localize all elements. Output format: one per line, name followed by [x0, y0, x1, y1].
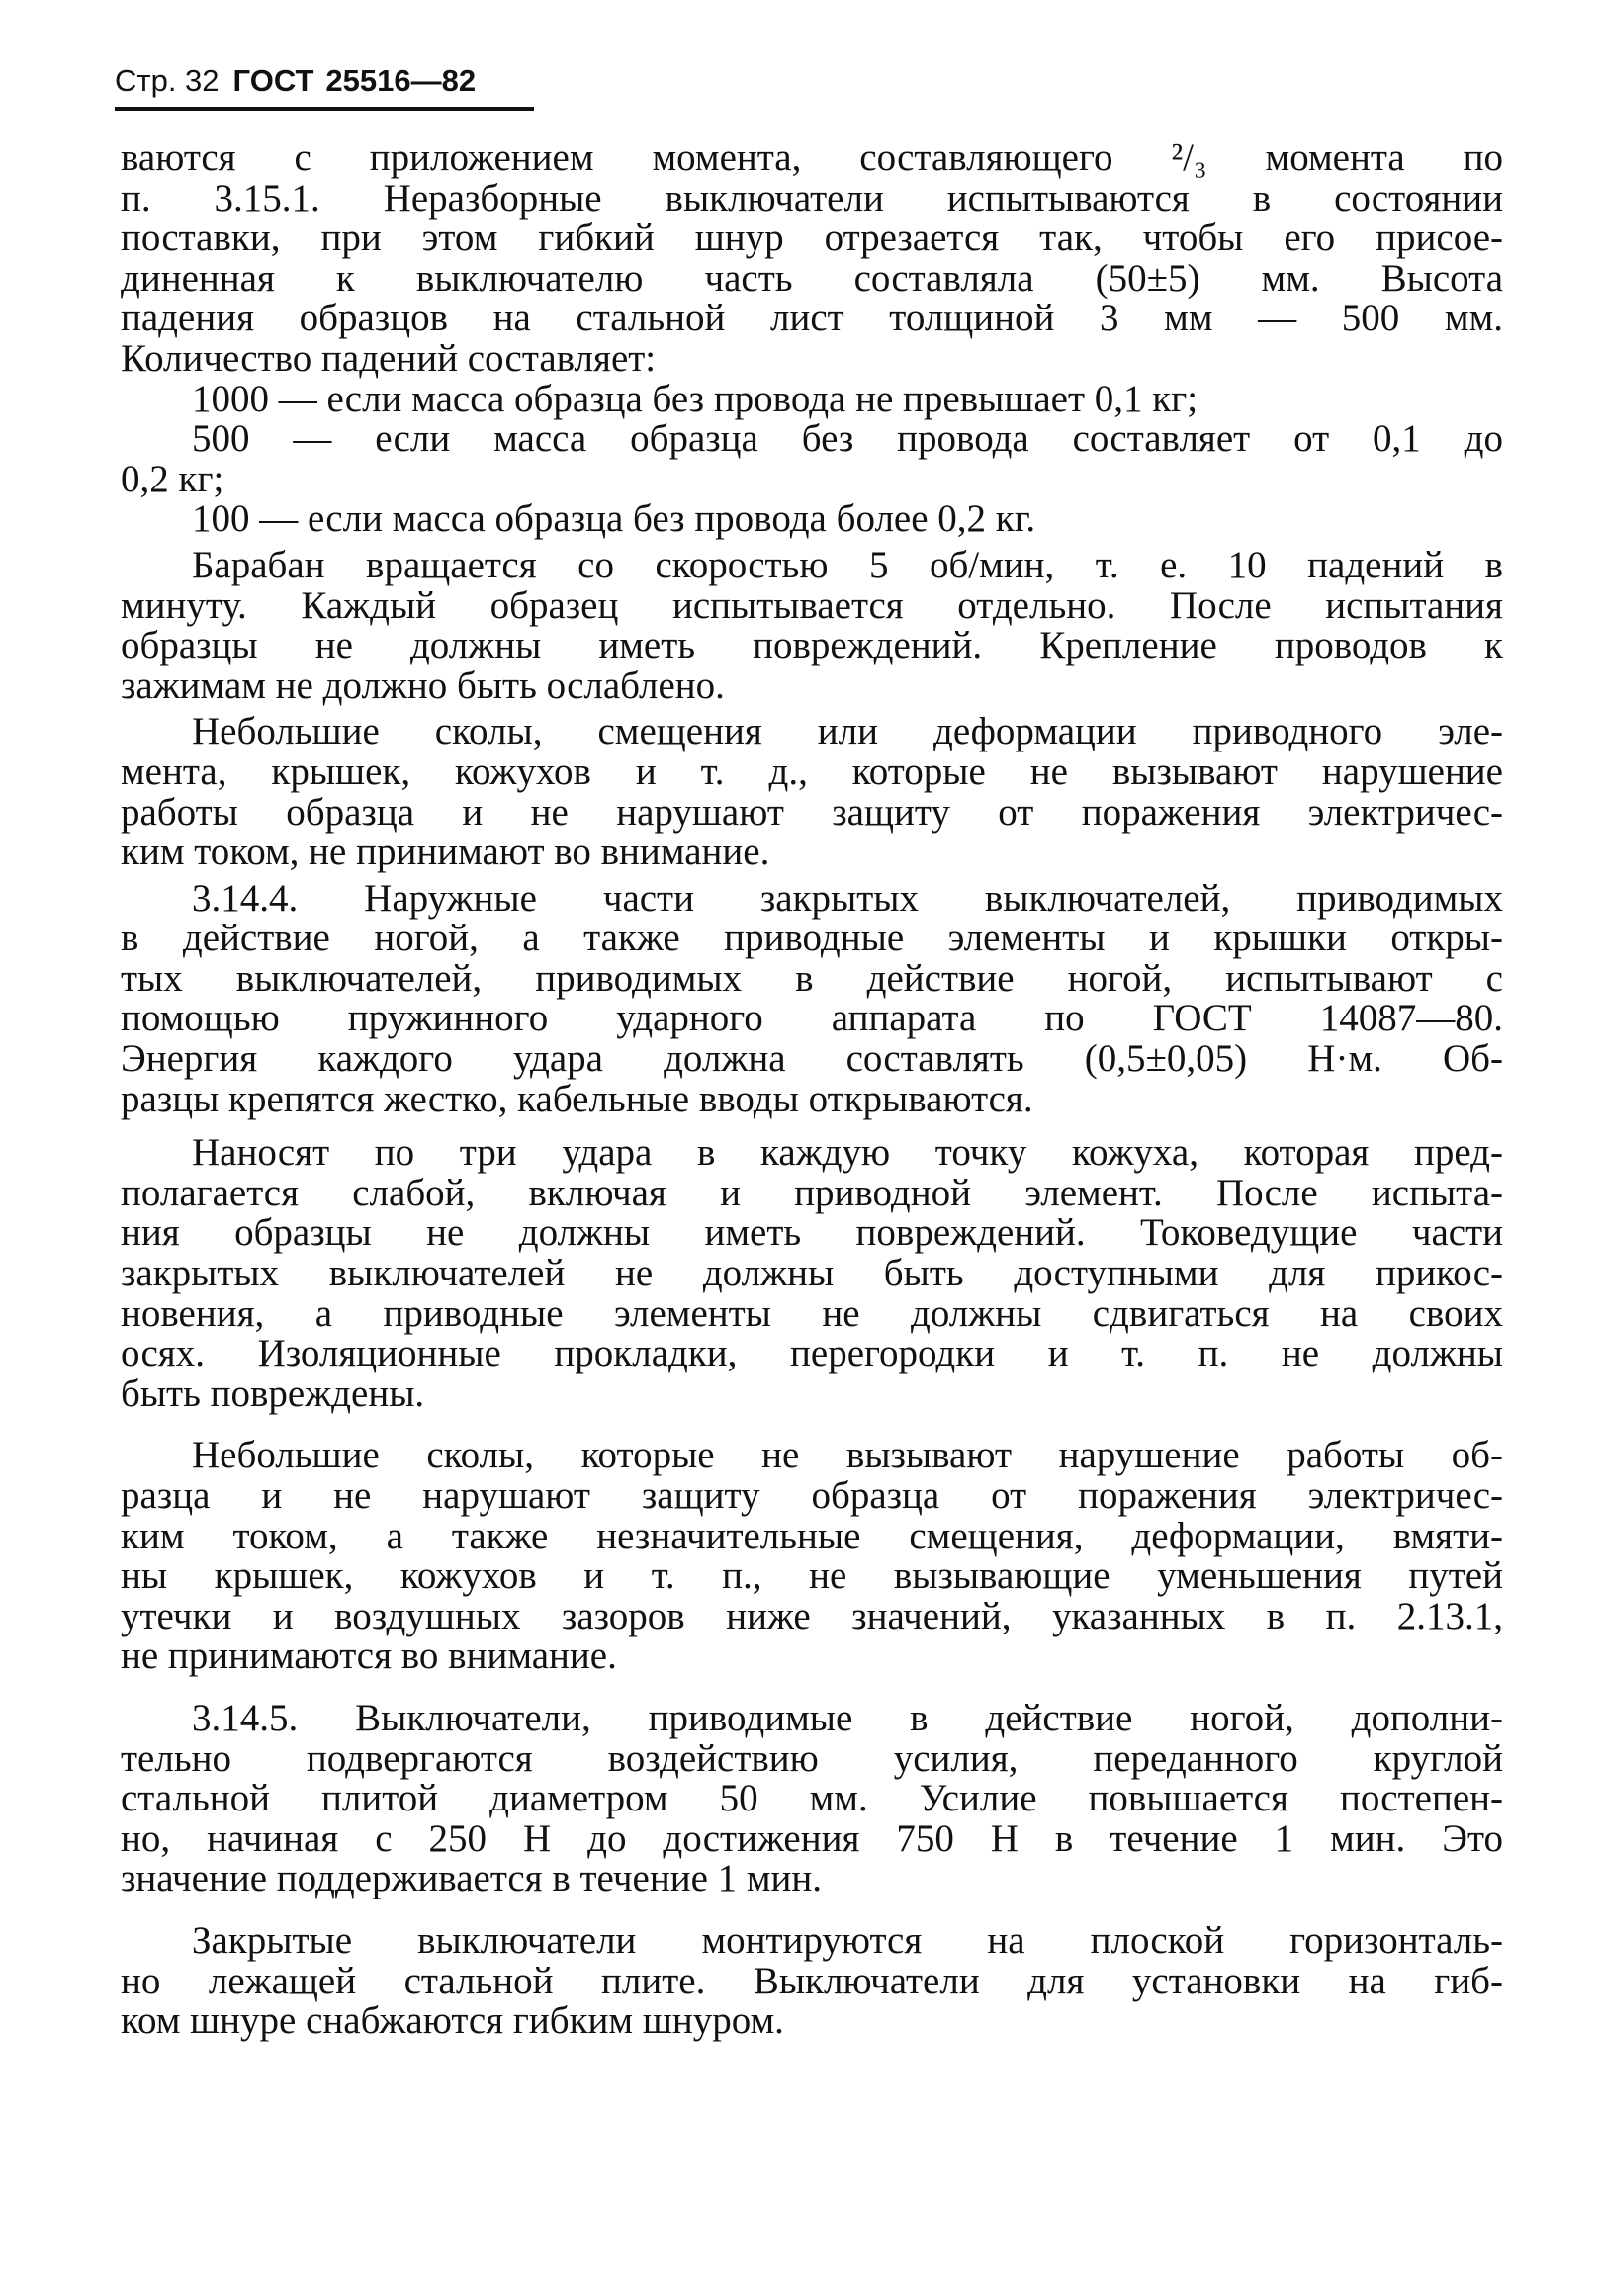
text-line: закрытых выключателей не должны быть доступными для прикос- — [121, 1252, 1503, 1295]
text-line: мента, крышек, кожухов и т. д., которые не вызывают нарушение — [121, 750, 1503, 793]
body-text — [121, 138, 1503, 2042]
section-3-14-4: 3.14.4. Наружные части закрытых выключателей, приводимых — [192, 876, 1503, 920]
running-header — [115, 59, 534, 111]
text-line: осях. Изоляционные прокладки, перегородки и т. п. не должны — [121, 1332, 1503, 1375]
paragraph-first-line: Небольшие сколы, которые не вызывают нарушение работы об- — [192, 1434, 1503, 1477]
text-line: поставки, при этом гибкий шнур отрезается так, чтобы его присое- — [121, 217, 1503, 260]
text-line: ком шнуре снабжаются гибким шнуром. — [121, 1999, 784, 2043]
text-line: тых выключателей, приводимых в действие ногой, испытывают с — [121, 956, 1503, 1000]
text-line: зажимам не должно быть ослаблено. — [121, 663, 725, 707]
text-line: ким током, не принимают во внимание. — [121, 831, 770, 874]
standard-label: ГОСТ — [232, 63, 314, 98]
text-line: в действие ногой, а также приводные элементы и крышки откры- — [121, 917, 1503, 960]
text-line: ваются с приложением момента, составляющего ²/₃ момента по — [121, 136, 1503, 179]
text-line: ния образцы не должны иметь повреждений. Токоведущие части — [121, 1211, 1503, 1255]
paragraph-first-line: Наносят по три удара в каждую точку кожуха, которая пред- — [192, 1131, 1503, 1175]
text-line: падения образцов на стальной лист толщиной 3 мм — 500 мм. — [121, 297, 1503, 340]
standard-number: 25516—82 — [325, 63, 477, 98]
text-line: стальной плитой диаметром 50 мм. Усилие повышается постепен- — [121, 1777, 1503, 1820]
text-line: тельно подвергаются воздействию усилия, переданного круглой — [121, 1736, 1503, 1780]
text-line: минуту. Каждый образец испытывается отдельно. После испытания — [121, 583, 1503, 627]
text-line: образцы не должны иметь повреждений. Крепление проводов к — [121, 624, 1503, 667]
text-line: значение поддерживается в течение 1 мин. — [121, 1857, 823, 1900]
text-line: разцы крепятся жестко, кабельные вводы открываются. — [121, 1077, 1033, 1120]
text-line: ким током, а также незначительные смещения, деформации, вмяти- — [121, 1514, 1503, 1557]
section-3-14-5: 3.14.5. Выключатели, приводимые в действие ногой, дополни- — [192, 1696, 1503, 1739]
list-item: 500 — если масса образца без провода составляет от 0,1 до — [192, 417, 1503, 461]
text-line: утечки и воздушных зазоров ниже значений, указанных в п. 2.13.1, — [121, 1594, 1503, 1637]
paragraph-first-line: Закрытые выключатели монтируются на плоской горизонталь- — [192, 1918, 1503, 1962]
text-line: но, начиная с 250 Н до достижения 750 Н в течение 1 мин. Это — [121, 1816, 1503, 1860]
list-item: 1000 — если масса образца без провода не превышает 0,1 кг; — [192, 377, 1198, 420]
text-line: п. 3.15.1. Неразборные выключатели испытываются в состоянии — [121, 176, 1503, 220]
text-line: ны крышек, кожухов и т. п., не вызывающие уменьшения путей — [121, 1554, 1503, 1598]
text-line: работы образца и не нарушают защиту от поражения электричес- — [121, 790, 1503, 834]
page-number: Стр. 32 — [115, 63, 220, 98]
text-line: полагается слабой, включая и приводной элемент. После испыта- — [121, 1171, 1503, 1214]
text-line: Энергия каждого удара должна составлять (0,5±0,05) Н·м. Об- — [121, 1037, 1503, 1081]
text-line: Количество падений составляет: — [121, 336, 657, 380]
text-line: помощью пружинного ударного аппарата по ГОСТ 14087—80. — [121, 997, 1503, 1040]
list-item: 100 — если масса образца без провода более 0,2 кг. — [192, 497, 1036, 541]
text-line: новения, а приводные элементы не должны сдвигаться на своих — [121, 1291, 1503, 1335]
text-line: но лежащей стальной плите. Выключатели для установки на гиб- — [121, 1959, 1503, 2002]
text-line: 0,2 кг; — [121, 457, 224, 500]
paragraph-first-line: Небольшие сколы, смещения или деформации приводного эле- — [192, 710, 1503, 753]
paragraph-first-line: Барабан вращается со скоростью 5 об/мин, т. е. 10 падений в — [192, 543, 1503, 586]
text-line: диненная к выключателю часть составляла (50±5) мм. Высота — [121, 256, 1503, 300]
text-line: разца и не нарушают защиту образца от поражения электричес- — [121, 1474, 1503, 1517]
text-line: не принимаются во внимание. — [121, 1634, 617, 1678]
text-line: быть повреждены. — [121, 1371, 425, 1415]
